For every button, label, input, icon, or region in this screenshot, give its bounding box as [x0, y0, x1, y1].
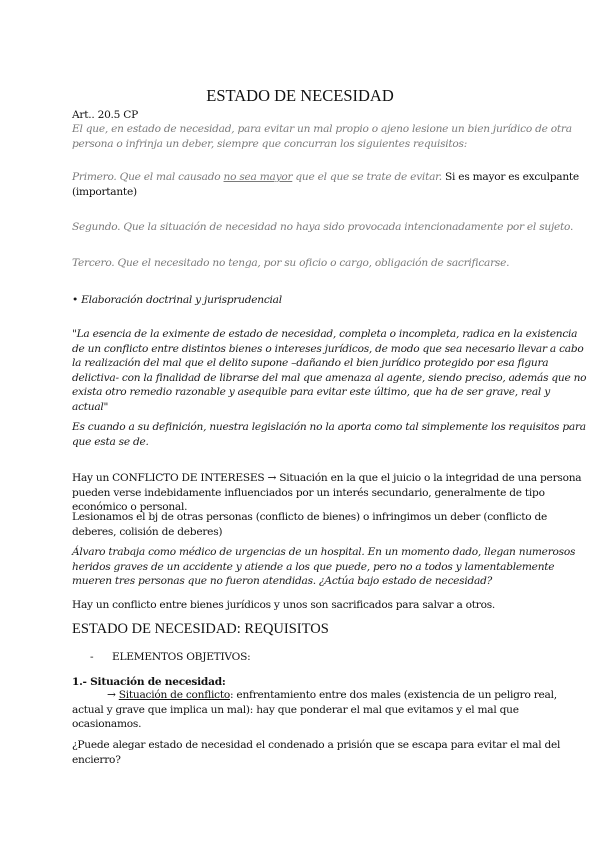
conflict-situation-text: : enfrentamiento entre dos males (existencia de un peligro real, actual y grave que implica un mal): hay que ponderar el mal que evitamos y el mal que ocasionamos. [72, 689, 557, 731]
conflict-paragraph: Hay un CONFLICTO DE INTERESES → Situación en la que el juicio o la integridad de una persona pueden verse indebidamente influenciados por un interés secundario, generalmente de tipo económico o personal. [72, 472, 582, 514]
requirement-third: Tercero. Que el necesitado no tenga, por su oficio o cargo, obligación de sacrificarse. [72, 257, 510, 269]
doctrine-bullet: • Elaboración doctrinal y jurisprudencial [72, 294, 282, 306]
requirement-first-start: Primero. Que el mal causado [72, 171, 224, 183]
requirement-second: Segundo. Que la situación de necesidad no haya sido provocada intencionadamente por el sujeto. [72, 221, 574, 233]
intro-paragraph: El que, en estado de necesidad, para evitar un mal propio o ajeno lesione un bien jurídico de otra persona o infrinja un deber, siempre que concurran los siguientes requisitos: [72, 123, 572, 150]
conflict-situation-term: Situación de conflicto [118, 689, 230, 701]
section-heading-requisitos: ESTADO DE NECESIDAD: REQUISITOS [72, 621, 329, 637]
requirement-first-end: que el que se trate de evitar. [292, 171, 442, 183]
example-case: Álvaro trabaja como médico de urgencias de un hospital. En un momento dado, llegan numerosos heridos graves de un accidente y atiende a los que puede, pero no a todos y lamentablemente mueren tres personas que no fueron atendidas. ¿Actúa bajo estado de necesidad? [72, 546, 576, 588]
subheading-necessity-situation: 1.- Situación de necesidad: [72, 676, 226, 688]
example-answer: Hay un conflicto entre bienes jurídicos y unos son sacrificados para salvar a otros. [72, 599, 496, 611]
objective-elements-label: ELEMENTOS OBJETIVOS: [112, 651, 251, 663]
objective-elements-item [72, 650, 587, 665]
conflict-situation-paragraph [72, 688, 587, 732]
lesion-paragraph: Lesionamos el bj de otras personas (conflicto de bienes) o infringimos un deber (conflicto de deberes, colisión de deberes) [72, 511, 548, 538]
requirement-first-underlined: no sea mayor [223, 171, 293, 183]
arrow-icon: → [107, 689, 119, 701]
requirement-first-note: Si es mayor es exculpante (importante) [72, 171, 579, 198]
document-title: ESTADO DE NECESIDAD [206, 86, 394, 105]
prison-escape-question: ¿Puede alegar estado de necesidad el condenado a prisión que se escapa para evitar el mal del encierro? [72, 739, 561, 766]
list-dash: - [90, 651, 94, 663]
definition-paragraph: Es cuando a su definición, nuestra legislación no la aporta como tal simplemente los requisitos para que esta se de. [72, 421, 586, 448]
jurisprudence-quote: "La esencia de la eximente de estado de necesidad, completa o incompleta, radica en la existencia de un conflicto entre distintos bienes o intereses jurídicos, de modo que sea necesario llevar a cabo la realización del mal que el delito supone –dañando el bien jurídico protegido por esa figura delictiva- con la finalidad de librarse del mal que amenaza al agente, siendo preciso, además que no exista otro remedio razonable y asequible para evitar este último, que ha de ser grave, real y actual" [72, 328, 587, 413]
requirement-first [72, 170, 587, 199]
article-reference: Art.. 20.5 CP [72, 109, 139, 121]
